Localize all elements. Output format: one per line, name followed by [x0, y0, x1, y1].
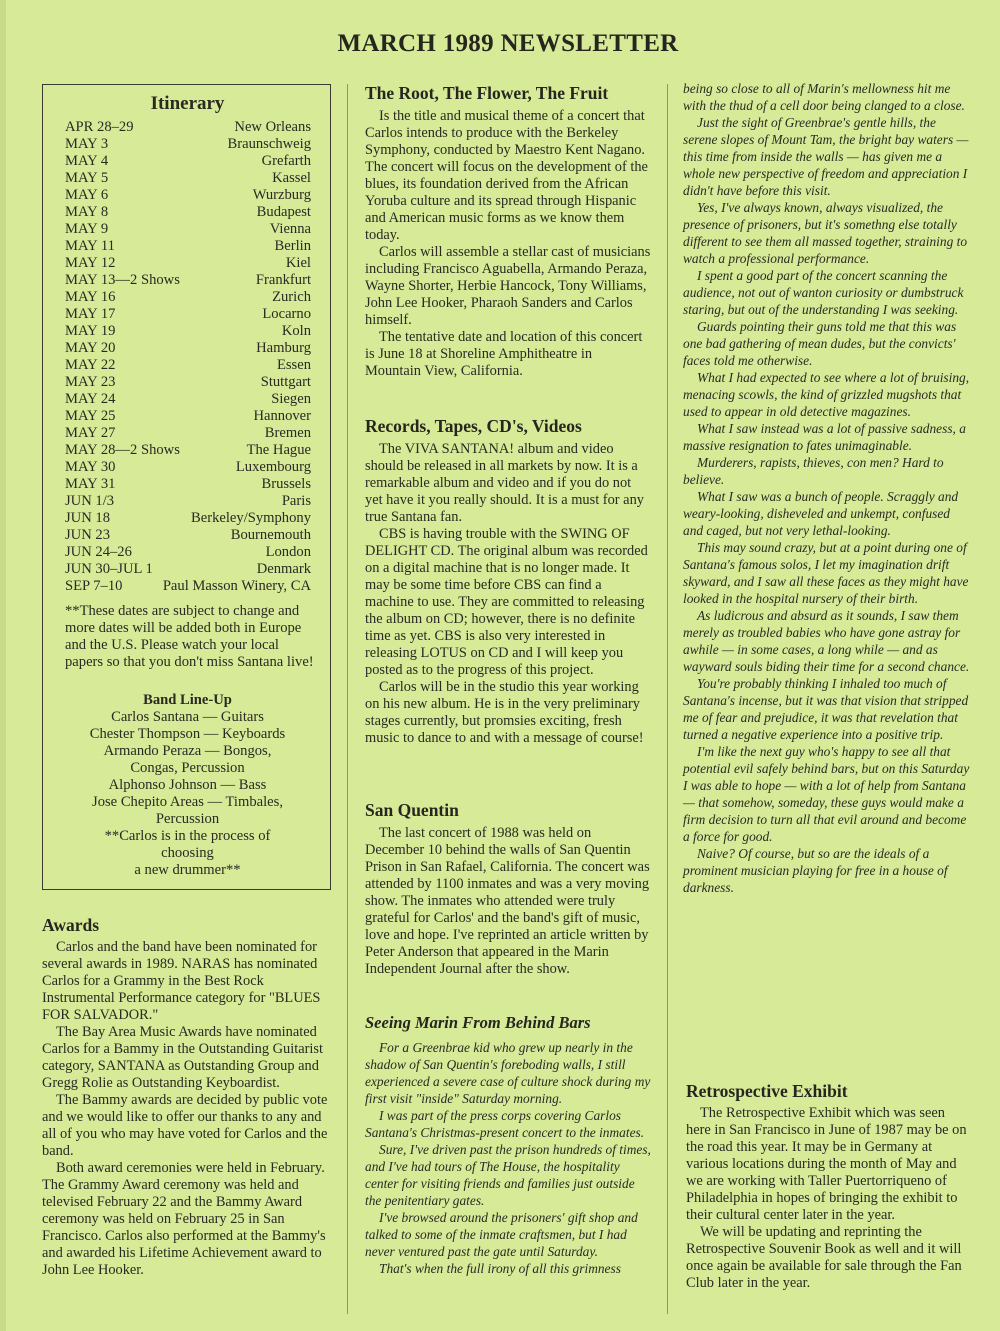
itinerary-date: MAY 16 [65, 289, 116, 305]
itinerary-row [65, 238, 311, 255]
lineup-line: Jose Chepito Areas — Timbales, [92, 794, 283, 810]
itinerary-date: MAY 31 [65, 476, 116, 492]
itinerary-row [65, 544, 311, 561]
itinerary-place: Berlin [274, 238, 311, 254]
article-paragraph: Carlos and the band have been nominated for several awards in 1989. NARAS has nominated Carlos for a Grammy in the Best Rock Instrumental Performance category for "BLUES FOR SALVADOR." [42, 939, 321, 1023]
article-paragraph: You're probably thinking I inhaled too much of Santana's incense, but it was that vision that stripped me of fear and prejudice, it was that revelation that turned a negative experience into a positive trip. [683, 676, 969, 742]
article-paragraph: Guards pointing their guns told me that this was one bad gathering of mean dudes, but the convicts' faces told me otherwise. [683, 319, 957, 368]
itinerary-date: MAY 3 [65, 136, 109, 152]
san-quentin-article [365, 799, 651, 978]
itinerary-date: MAY 25 [65, 408, 116, 424]
itinerary-row [65, 561, 311, 578]
itinerary-place: Koln [281, 323, 311, 339]
lineup-line: choosing [161, 845, 214, 861]
itinerary-place: Vienna [269, 221, 311, 237]
article-paragraph: This may sound crazy, but at a point during one of Santana's famous solos, I let my imagination drift skyward, and I saw all these faces as they might have looked in the hospital nursery of their birth. [683, 540, 969, 606]
root-heading: The Root, The Flower, The Fruit [365, 83, 609, 103]
article-paragraph: The VIVA SANTANA! album and video should be released in all markets by now. It is a remarkable album and video and if you do not yet have it you really should. It is a must for any true Santana fan. [365, 441, 644, 525]
itinerary-row [65, 255, 311, 272]
itinerary-row [65, 170, 311, 187]
article-paragraph: That's when the full irony of all this grimness [379, 1261, 621, 1276]
itinerary-row [65, 136, 311, 153]
itinerary-place: Bremen [264, 425, 311, 441]
itinerary-row [65, 204, 311, 221]
itinerary-row [65, 476, 311, 493]
itinerary-date: JUN 18 [65, 510, 110, 526]
article-paragraph: As ludicrous and absurd as it sounds, I saw them merely as troubled babies who have gone astray for awhile — in some cases, a long while — and as wayward souls biding their time for a second chance. [683, 608, 970, 674]
itinerary-title: Itinerary [150, 93, 225, 114]
itinerary-row [65, 187, 311, 204]
records-article [365, 415, 651, 747]
itinerary-place: Bournemouth [230, 527, 311, 543]
itinerary-row [65, 340, 311, 357]
itinerary-date: MAY 24 [65, 391, 116, 407]
itinerary-date: MAY 23 [65, 374, 116, 390]
itinerary-date: JUN 1/3 [65, 493, 115, 509]
itinerary-note: **These dates are subject to change and more dates will be added both in Europe and the U.S. Please watch your local papers so that you don't miss Santana live! [65, 603, 314, 670]
records-heading: Records, Tapes, CD's, Videos [365, 416, 582, 436]
itinerary-place: Denmark [256, 561, 311, 577]
itinerary-date: MAY 11 [65, 238, 115, 254]
article-paragraph: For a Greenbrae kid who grew up nearly in the shadow of San Quentin's foreboding walls, I still experienced a severe case of culture shock during my first visit "inside" Saturday morning. [365, 1040, 651, 1106]
itinerary-row [65, 578, 311, 595]
lineup-line: Congas, Percussion [130, 760, 245, 776]
awards-heading: Awards [42, 915, 100, 935]
column-rule [667, 84, 668, 1314]
article-paragraph: What I saw was a bunch of people. Scraggly and weary-looking, disheveled and unkempt, confused and caged, but not very lethal-looking. [683, 489, 959, 538]
itinerary-place: Kassel [272, 170, 311, 186]
itinerary-place: Hannover [253, 408, 311, 424]
article-paragraph: I'm like the next guy who's happy to see all that potential evil safely behind bars, but on this Saturday I was able to hope — with a lot of help from Santana — that somehow, someday, these guys would make a firm decision to turn all that evil around and become a force for good. [683, 744, 970, 844]
article-paragraph: What I had expected to see where a lot of bruising, menacing scowls, the kind of grizzled mugshots that used to appear in old detective magazines. [683, 370, 970, 419]
article-paragraph: being so close to all of Marin's mellowness hit me with the thud of a cell door being clanged to a close. [683, 81, 965, 113]
itinerary-row [65, 323, 311, 340]
lineup-line: a new drummer** [134, 862, 241, 878]
itinerary-place: Braunschweig [227, 136, 311, 152]
itinerary-place: New Orleans [234, 119, 311, 135]
itinerary-place: Siegen [271, 391, 311, 407]
itinerary-place: Grefarth [261, 153, 311, 169]
itinerary-place: Stuttgart [260, 374, 311, 390]
article-paragraph: Yes, I've always known, always visualized, the presence of prisoners, but it's somethng else totally different to see them all massed together, straining to watch a professional performance. [683, 200, 968, 266]
itinerary-date: MAY 19 [65, 323, 116, 339]
itinerary-place: Hamburg [256, 340, 311, 356]
awards-article [42, 914, 331, 1279]
itinerary-date: MAY 30 [65, 459, 116, 475]
itinerary-place: Budapest [256, 204, 311, 220]
article-paragraph: I was part of the press corps covering Carlos Santana's Christmas-present concert to the inmates. [365, 1108, 645, 1140]
itinerary-date: JUN 30–JUL 1 [65, 561, 153, 577]
retrospective-article [686, 1080, 970, 1292]
itinerary-row [65, 119, 311, 136]
lineup-line: Carlos Santana — Guitars [111, 709, 264, 725]
article-paragraph: Carlos will be in the studio this year working on his new album. He is in the very preliminary stages currently, but promsies exciting, fresh music to dance to and with a message of course! [365, 679, 644, 746]
itinerary-place: Essen [276, 357, 311, 373]
retrospective-heading: Retrospective Exhibit [686, 1081, 848, 1101]
itinerary-date: JUN 24–26 [65, 544, 132, 560]
itinerary-date: MAY 13—2 Shows [65, 272, 180, 288]
band-lineup [53, 692, 322, 879]
itinerary-box [42, 84, 331, 890]
itinerary-date: MAY 28—2 Shows [65, 442, 180, 458]
marin-article [365, 1012, 651, 1277]
lineup-line: Alphonso Johnson — Bass [108, 777, 267, 793]
lineup-line: **Carlos is in the process of [104, 828, 271, 844]
itinerary-row [65, 153, 311, 170]
itinerary-date: MAY 27 [65, 425, 116, 441]
lineup-line: Percussion [155, 811, 220, 827]
itinerary-place: Wurzburg [252, 187, 311, 203]
itinerary-date: MAY 22 [65, 357, 116, 373]
itinerary-row [65, 289, 311, 306]
root-article [365, 82, 651, 380]
itinerary-date: MAY 17 [65, 306, 116, 322]
lineup-line: Chester Thompson — Keyboards [89, 726, 286, 742]
marin-heading: Seeing Marin From Behind Bars [365, 1013, 591, 1032]
san-quentin-heading: San Quentin [365, 800, 459, 820]
itinerary-row [65, 357, 311, 374]
itinerary-row [65, 493, 311, 510]
article-paragraph: The Retrospective Exhibit which was seen here in San Francisco in June of 1987 may be on the road this year. It may be in Germany at various locations during the month of May and we are working with Taller Puertorriqueno of Philadelphia in hopes of bringing the exhibit to their cultural center later in the year. [686, 1105, 967, 1223]
article-paragraph: What I saw instead was a lot of passive sadness, a massive resignation to fates unimaginable. [683, 421, 966, 453]
itinerary-row [65, 527, 311, 544]
itinerary-date: JUN 23 [65, 527, 110, 543]
itinerary-date: MAY 4 [65, 153, 109, 169]
lineup-line: Armando Peraza — Bongos, [103, 743, 272, 759]
itinerary-date: MAY 20 [65, 340, 116, 356]
itinerary-date: APR 28–29 [65, 119, 134, 135]
itinerary-place: Berkeley/Symphony [191, 510, 311, 526]
itinerary-row [65, 425, 311, 442]
article-paragraph: Naive? Of course, but so are the ideals of a prominent musician playing for free in a house of darkness. [683, 846, 948, 895]
itinerary-date: MAY 6 [65, 187, 109, 203]
article-paragraph: We will be updating and reprinting the Retrospective Souvenir Book as well and it will once again be available for sale through the Fan Club later in the year. [686, 1224, 962, 1291]
itinerary-row [65, 408, 311, 425]
itinerary-date: MAY 9 [65, 221, 109, 237]
article-paragraph: The Bammy awards are decided by public vote and we would like to offer our thanks to any and all of you who may have voted for Carlos and the band. [42, 1092, 328, 1159]
article-paragraph: Sure, I've driven past the prison hundreds of times, and I've had tours of The House, the hospitality center for visiting friends and families just outside the penitentiary gates. [365, 1142, 651, 1208]
article-paragraph: Is the title and musical theme of a concert that Carlos intends to produce with the Berkeley Symphony, conducted by Maestro Kent Nagano. The concert will focus on the development of the blues, its foundation derived from the African Yoruba culture and its spread through Hispanic and American music forms as we know them today. [365, 108, 648, 243]
lineup-title: Band Line-Up [143, 692, 232, 708]
marin-article-continued [683, 80, 970, 896]
itinerary-row [65, 272, 311, 289]
itinerary-row [65, 374, 311, 391]
itinerary-date: MAY 12 [65, 255, 116, 271]
itinerary-row [65, 442, 311, 459]
itinerary-row [65, 459, 311, 476]
itinerary-list [65, 119, 311, 595]
masthead-title: MARCH 1989 NEWSLETTER [337, 30, 679, 57]
itinerary-row [65, 221, 311, 238]
itinerary-place: Locarno [262, 306, 311, 322]
article-paragraph: The last concert of 1988 was held on December 10 behind the walls of San Quentin Prison in San Rafael, California. The concert was attended by 1100 inmates and was a very moving show. The inmates who attended were truly grateful for Carlos' and the band's gift of music, love and hope. I've reprinted an article written by Peter Anderson that appeared in the Marin Independent Journal after the show. [365, 825, 650, 977]
article-paragraph: I spent a good part of the concert scanning the audience, not out of wanton curiosity or dumbstruck staring, but out of the understanding I was seeking. [683, 268, 964, 317]
itinerary-place: Brussels [261, 476, 311, 492]
article-paragraph: Just the sight of Greenbrae's gentle hills, the serene slopes of Mount Tam, the bright bay waters — this time from inside the walls — has given me a whole new perspective of freedom and appreciation I didn't have before this visit. [683, 115, 969, 198]
itinerary-place: Paul Masson Winery, CA [162, 578, 311, 594]
article-paragraph: Murderers, rapists, thieves, con men? Hard to believe. [683, 455, 944, 487]
itinerary-row [65, 306, 311, 323]
itinerary-place: The Hague [246, 442, 311, 458]
article-paragraph: Both award ceremonies were held in February. The Grammy Award ceremony was held and televised February 22 and the Bammy Award ceremony was held on February 25 in San Francisco. Carlos also performed at the Bammy's and awarded his Lifetime Achievement award to John Lee Hooker. [42, 1160, 326, 1278]
column-rule [347, 84, 348, 1314]
article-paragraph: CBS is having trouble with the SWING OF DELIGHT CD. The original album was recorded on a digital machine that is no longer made. It may be some time before CBS can find a machine to use. They are committed to releasing the album on CD; however, there is no definite time as yet. CBS is also very interested in releasing LOTUS on CD and I will keep you posted as to the progress of this project. [365, 526, 648, 678]
article-paragraph: The Bay Area Music Awards have nominated Carlos for a Bammy in the Outstanding Guitarist category, SANTANA as Outstanding Group and Gregg Rolie as Outstanding Keyboardist. [42, 1024, 323, 1091]
itinerary-place: Zurich [272, 289, 311, 305]
itinerary-place: Paris [281, 493, 311, 509]
itinerary-place: Luxembourg [235, 459, 311, 475]
article-paragraph: Carlos will assemble a stellar cast of musicians including Francisco Aguabella, Armando Peraza, Wayne Shorter, Herbie Hancock, Tony Williams, John Lee Hooker, Pharaoh Sanders and Carlos himself. [365, 244, 651, 328]
itinerary-place: Frankfurt [255, 272, 311, 288]
itinerary-row [65, 510, 311, 527]
itinerary-place: London [265, 544, 311, 560]
itinerary-date: MAY 5 [65, 170, 109, 186]
itinerary-date: SEP 7–10 [65, 578, 123, 594]
itinerary-place: Kiel [285, 255, 311, 271]
itinerary-date: MAY 8 [65, 204, 109, 220]
itinerary-row [65, 391, 311, 408]
article-paragraph: The tentative date and location of this concert is June 18 at Shoreline Amphitheatre in Mountain View, California. [365, 329, 643, 379]
article-paragraph: I've browsed around the prisoners' gift shop and talked to some of the inmate craftsmen, but I had never ventured past the gate until Saturday. [365, 1210, 638, 1259]
